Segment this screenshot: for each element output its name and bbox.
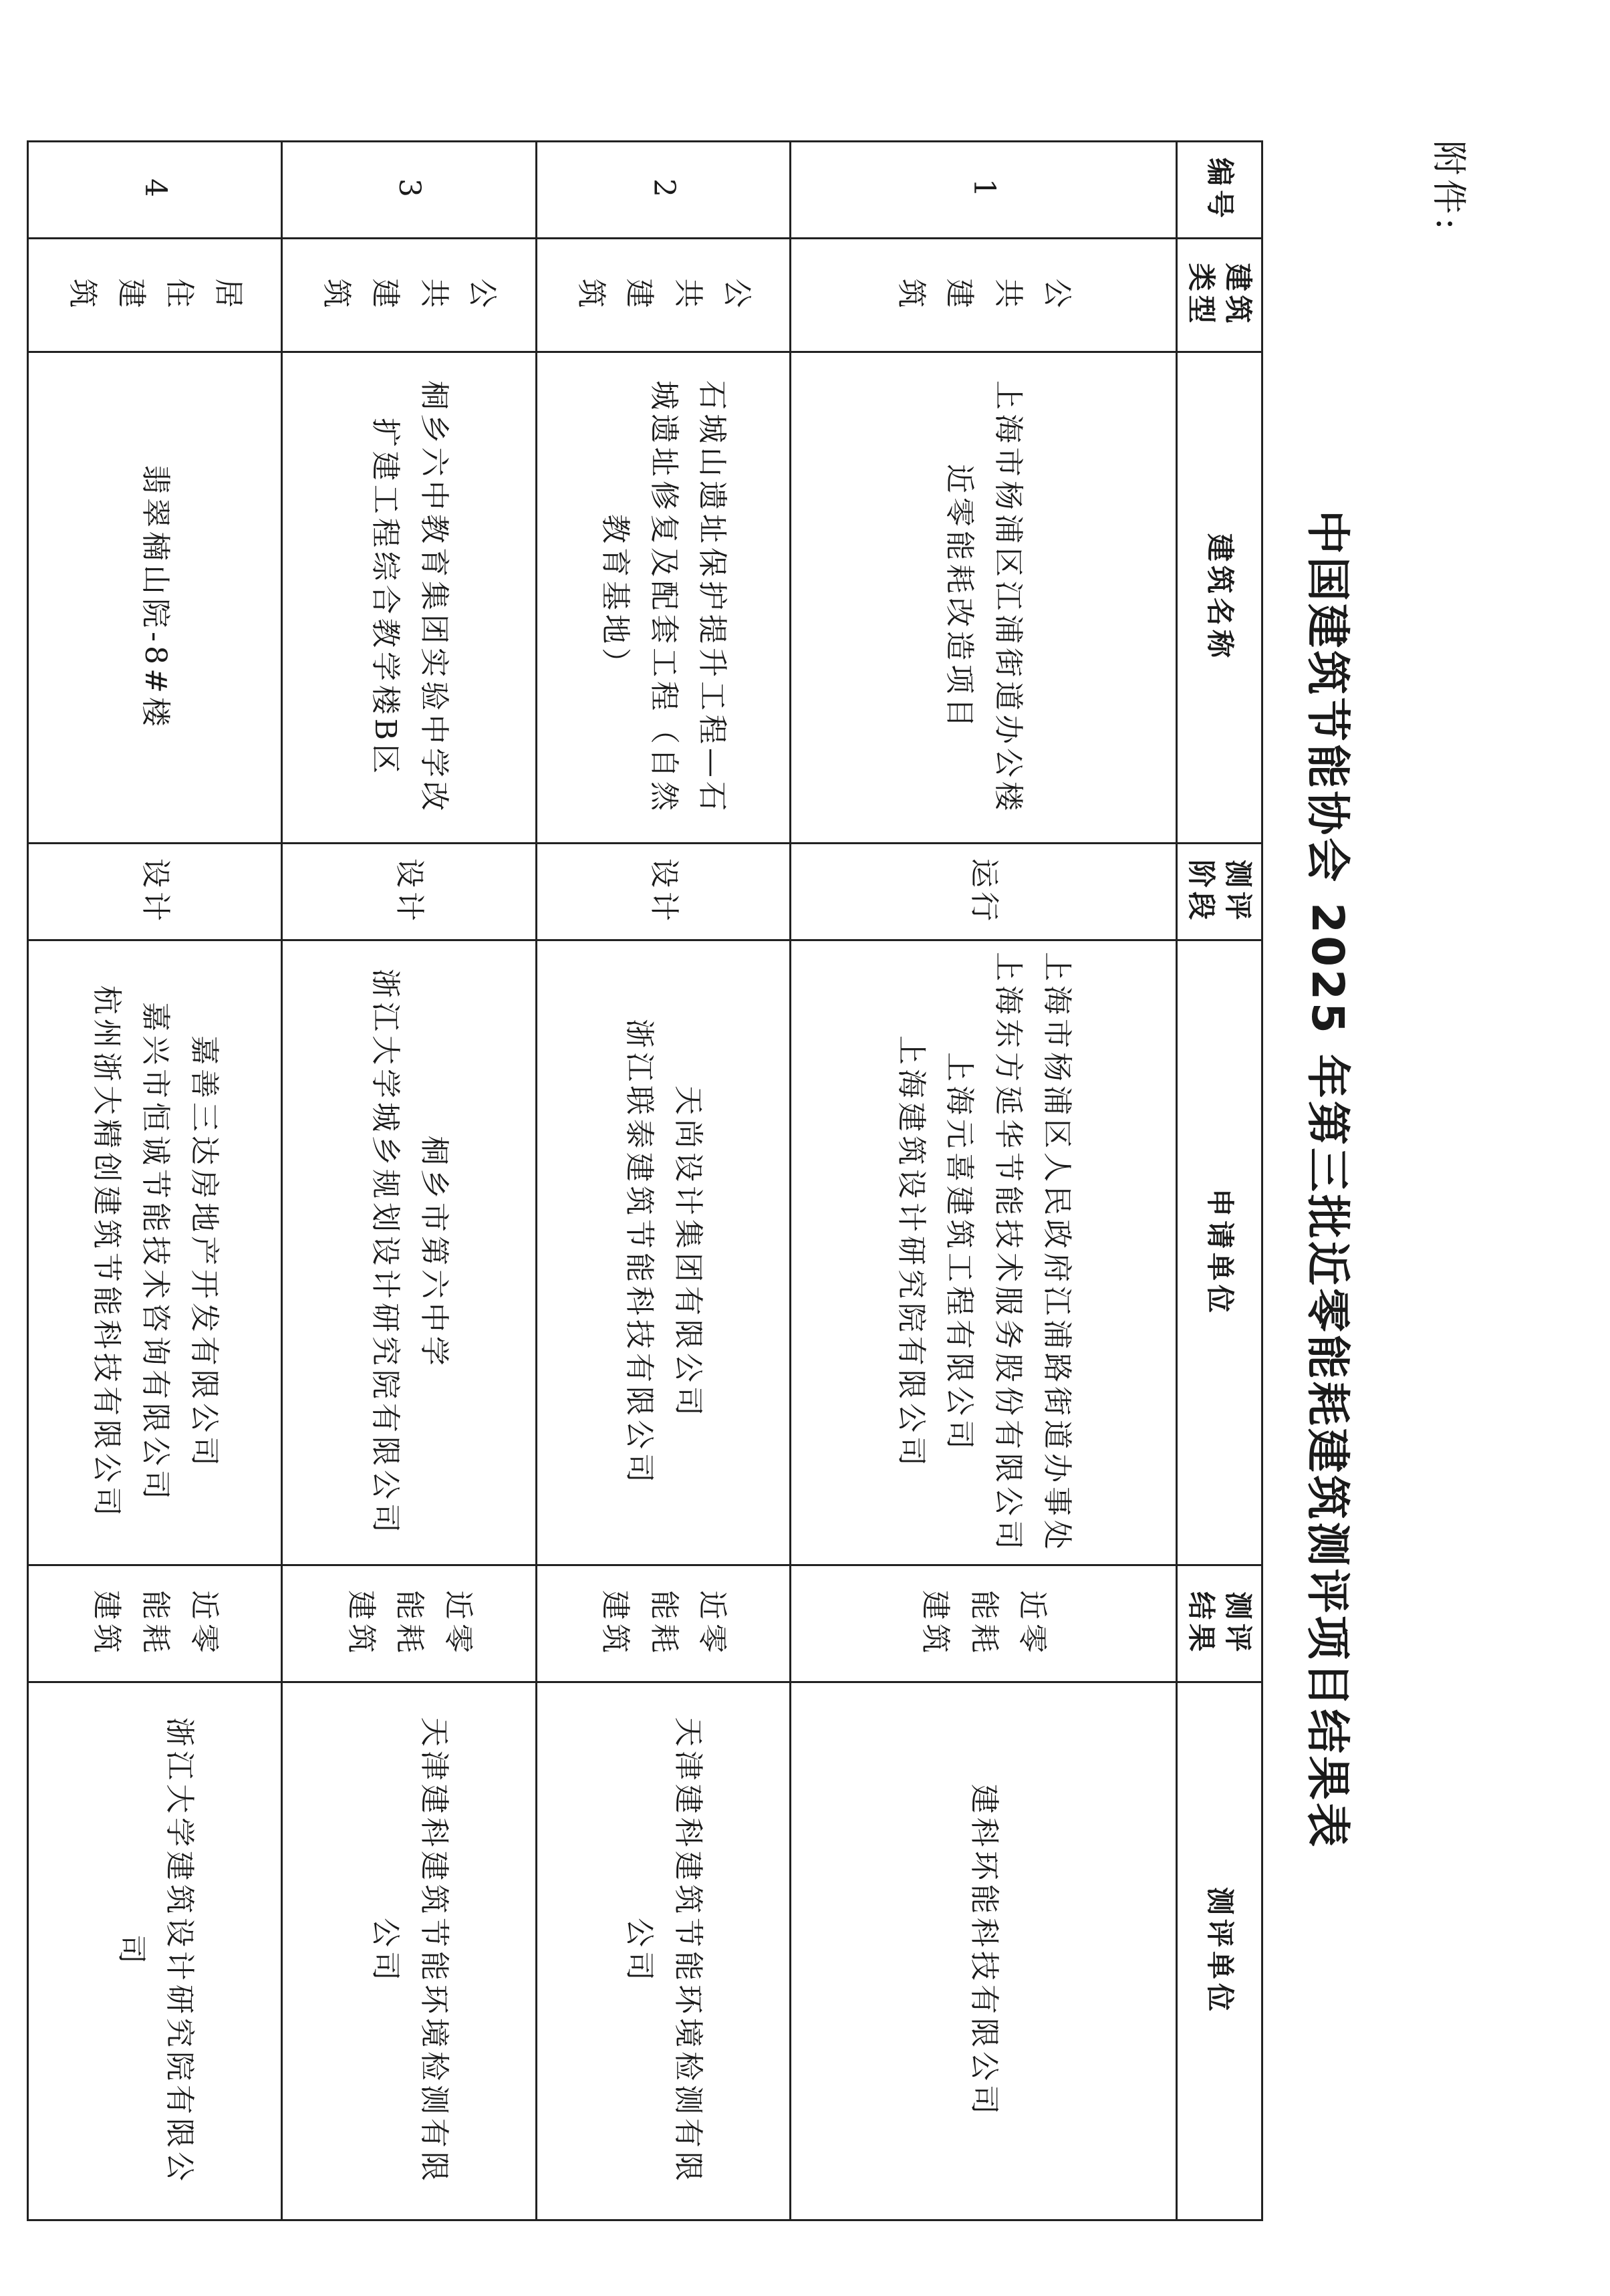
cell-building-type: 居住建筑	[28, 239, 282, 352]
cell-stage: 设计	[28, 844, 282, 940]
cell-applicants	[791, 940, 1177, 1565]
attachment-label: 附件:	[1428, 140, 1468, 234]
cell-number: 2	[536, 142, 790, 239]
cell-applicants	[282, 940, 536, 1565]
cell-evaluator: 浙江大学建筑设计研究院有限公司	[28, 1682, 282, 2220]
cell-result: 近零能耗建筑	[536, 1565, 790, 1682]
applicant-line: 桐乡市第六中学	[416, 1136, 451, 1370]
cell-building-name: 桐乡六中教育集团实验中学改扩建工程综合教学楼B区	[282, 352, 536, 844]
cell-building-type: 公共建筑	[791, 239, 1177, 352]
header-evaluator: 测评单位	[1176, 1682, 1262, 2220]
table-header-row	[1176, 142, 1262, 2220]
cell-building-name: 石城山遗址保护提升工程—石城遗址修复及配套工程（自然教育基地）	[536, 352, 790, 844]
applicant-line: 上海东方延华节能技术服务股份有限公司	[991, 952, 1026, 1553]
cell-applicants	[536, 940, 790, 1565]
cell-building-name: 翡翠楠山院-8#楼	[28, 352, 282, 844]
table-row	[536, 142, 790, 2220]
cell-result: 近零能耗建筑	[28, 1565, 282, 1682]
cell-result: 近零能耗建筑	[282, 1565, 536, 1682]
header-building-type: 建筑类型	[1176, 239, 1262, 352]
applicant-line: 上海市杨浦区人民政府江浦路街道办事处	[1039, 952, 1074, 1553]
applicant-line: 上海元喜建筑工程有限公司	[942, 1052, 977, 1453]
table-row	[28, 142, 282, 2220]
cell-building-type: 公共建筑	[536, 239, 790, 352]
applicant-line: 浙江大学城乡规划设计研究院有限公司	[368, 969, 403, 1537]
table-row	[282, 142, 536, 2220]
header-applicant: 申请单位	[1176, 940, 1262, 1565]
cell-result: 近零能耗建筑	[791, 1565, 1177, 1682]
cell-evaluator: 建科环能科技有限公司	[791, 1682, 1177, 2220]
cell-evaluator: 天津建科建筑节能环境检测有限公司	[282, 1682, 536, 2220]
cell-number: 1	[791, 142, 1177, 239]
cell-stage: 设计	[536, 844, 790, 940]
page-title: 中国建筑节能协会 2025 年第三批近零能耗建筑测评项目结果表	[1302, 510, 1353, 1849]
header-number: 编号	[1176, 142, 1262, 239]
cell-building-name: 上海市杨浦区江浦街道办公楼近零能耗改造项目	[791, 352, 1177, 844]
cell-stage: 运行	[791, 844, 1177, 940]
applicant-line: 杭州浙大精创建筑节能科技有限公司	[90, 985, 124, 1520]
cell-number: 3	[282, 142, 536, 239]
table-row	[791, 142, 1177, 2220]
applicant-line: 天尚设计集团有限公司	[670, 1086, 705, 1420]
applicant-line: 嘉兴市恒诚节能技术咨询有限公司	[138, 1002, 172, 1503]
cell-building-type: 公共建筑	[282, 239, 536, 352]
cell-number: 4	[28, 142, 282, 239]
applicant-line: 嘉善三达房地产开发有限公司	[186, 1035, 221, 1470]
cell-evaluator: 天津建科建筑节能环境检测有限公司	[536, 1682, 790, 2220]
rotated-page	[27, 140, 1468, 2219]
applicant-line: 浙江联泰建筑节能科技有限公司	[622, 1019, 657, 1487]
header-result: 测评结果	[1176, 1565, 1262, 1682]
applicant-line: 上海建筑设计研究院有限公司	[894, 1035, 928, 1470]
results-table	[27, 140, 1263, 2221]
header-building-name: 建筑名称	[1176, 352, 1262, 844]
cell-stage: 设计	[282, 844, 536, 940]
cell-applicants	[28, 940, 282, 1565]
header-stage: 测评阶段	[1176, 844, 1262, 940]
